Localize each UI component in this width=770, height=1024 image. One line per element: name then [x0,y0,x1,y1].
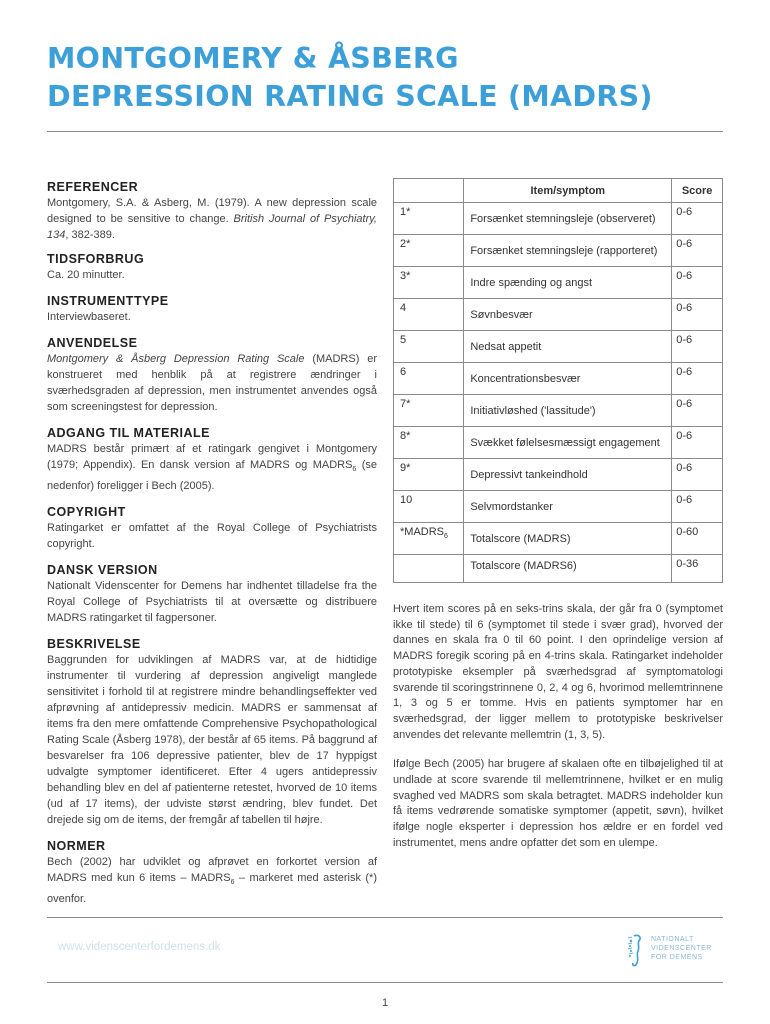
copyright-text: Ratingarket er omfattet af the Royal College of Psychiatrists copyright. [47,522,377,551]
referencer-heading: REFERENCER [47,180,139,194]
item-number: 1* [394,203,464,235]
table-row [394,523,723,555]
item-number: 9* [394,459,464,491]
item-symptom: Koncentrationsbesvær [464,363,672,395]
logo-text [651,935,712,962]
videnscenter-logo [625,932,725,972]
logo-line-1: NATIONALT [651,936,694,943]
table-row [394,459,723,491]
item-number: 4 [394,299,464,331]
normer-text: Bech (2002) har udviklet og afprøvet en forkortet version af MADRS med kun 6 items – $MADRS_6$ – markeret med asterisk (*) ovenfor. [47,856,377,906]
item-number: 7* [394,395,464,427]
item-number: 5 [394,331,464,363]
referencer-text: Montgomery, S.A. & Asberg, M. (1979). A new depression scale designed to be sensitive to change. British Journal of Psychiatry, 134, 382-389. [47,197,377,241]
tidsforbrug-text: Ca. 20 minutter. [47,269,125,281]
table-row [394,331,723,363]
anvendelse-text: Montgomery & Åsberg Depression Rating Scale (MADRS) er konstrueret med henblik på at registrere ændringer i sværhedsgraden af depression, men instrumentet anvendes også som screeningstest for depression. [47,353,377,413]
table-row [394,299,723,331]
item-symptom: Selvmordstanker [464,491,672,523]
anvendelse-heading: ANVENDELSE [47,336,138,350]
item-number: 6 [394,363,464,395]
item-score: 0-6 [672,267,723,299]
item-number: $*MADRS_6$ [394,523,464,555]
item-score: 0-6 [672,203,723,235]
item-symptom: Søvnbesvær [464,299,672,331]
page-number: 1 [381,997,389,1009]
table-row [394,267,723,299]
page-title-line-1: MONTGOMERY & ÅSBERG [47,42,459,75]
bottom-divider [47,917,723,918]
table-row [394,203,723,235]
right-column-text [393,602,723,866]
item-score: 0-6 [672,363,723,395]
table-row [394,427,723,459]
item-symptom: Forsænket stemningsleje (observeret) [464,203,672,235]
item-symptom: Nedsat appetit [464,331,672,363]
item-symptom: Totalscore (MADRS) [464,523,672,555]
item-score: 0-6 [672,395,723,427]
item-number: 8* [394,427,464,459]
item-score: 0-6 [672,427,723,459]
item-symptom: Totalscore (MADRS6) [464,555,672,583]
table-row [394,363,723,395]
page-title [47,40,747,116]
item-symptom: Svækket følelsesmæssigt engagement [464,427,672,459]
page-title-line-2: DEPRESSION RATING SCALE (MADRS) [47,80,653,113]
table-row [394,555,723,583]
dansk-version-heading: DANSK VERSION [47,563,158,578]
item-symptom: Initiativløshed ('lassitude') [464,395,672,427]
table-row [394,491,723,523]
item-score: 0-6 [672,491,723,523]
header-symptom: Item/symptom [464,179,672,203]
item-number: 10 [394,491,464,523]
header-score: Score [672,179,723,203]
copyright-heading: COPYRIGHT [47,505,126,520]
item-number: 3* [394,267,464,299]
adgang-text: MADRS består primært af et ratingark gengivet i Montgomery (1979; Appendix). En dansk version af MADRS og $MADRS_6$ (se nedenfor) foreligger i Bech (2005). [47,443,377,493]
item-score: 0-60 [672,523,723,555]
item-number [394,555,464,583]
normer-heading: NORMER [47,839,106,854]
header-num [394,179,464,203]
item-symptom: Depressivt tankeindhold [464,459,672,491]
item-symptom: Forsænket stemningsleje (rapporteret) [464,235,672,267]
left-column [47,179,377,915]
logo-line-2: VIDENSCENTER [651,945,712,952]
item-score: 0-36 [672,555,723,583]
item-score: 0-6 [672,459,723,491]
seahorse-logo-icon [625,932,647,972]
instrumenttype-text: Interviewbaseret. [47,311,131,323]
footer-divider [47,982,723,983]
table-header-row [394,179,723,203]
item-score: 0-6 [672,299,723,331]
scoring-paragraph: Hvert item scores på en seks-trins skala, der går fra 0 (symptomet ikke til stede) til 6 (symptomet til stede i svær grad), hvorved der dannes en skala fra 0 til 60 point. I den oprindelige version af MADRS foregik scoring på en 4-trins skala. Ratingarket indeholder prototypiske eksempler på sværhedsgrad af symptomatologi svarende til scoringstrinnene 0, 2, 4 og 6, hvorimod mellemtrinnene 1, 3 og 5 er tomme. Hvis en patients symptomer har en sværhedsgrad, der ligger mellem to prototypiske beskrivelser anvendes det relevante mellemtrin (1, 3, 5). [393,603,723,741]
table-row [394,395,723,427]
adgang-heading: ADGANG TIL MATERIALE [47,426,211,440]
table-row [394,235,723,267]
dansk-version-text: Nationalt Videnscenter for Demens har indhentet tilladelse fra the Royal College of Psychiatrists til at oversætte og distribuere MADRS ratingarket til fagpersoner. [47,580,377,625]
beskrivelse-text: Baggrunden for udviklingen af MADRS var, at de hidtidige instrumenter til vurdering af depression angiveligt manglede sensitivitet i forhold til at registrere mindre behandlingseffekter ved afprøvning af antidepressiv medicin. MADRS er sammensat af items fra den mere omfattende Comprehensive Psychopathological Rating Scale (Åsberg 1978), der består af 65 items. På baggrund af besvarelser fra 106 depressive patienter, blev de 17 hyppigst udvalgte symptomer identificeret. Efter 4 ugers antidepressiv behandling blev en del af patienterne retestet, hvorved de 10 items (ud af 17 items), der udviste størst ændring, blev fundet. Det drejede sig om de items, der fremgår af tabellen til højre. [47,654,377,827]
logo-line-3: FOR DEMENS [651,954,703,961]
instrumenttype-heading: INSTRUMENTTYPE [47,294,169,308]
beskrivelse-heading: BESKRIVELSE [47,637,141,652]
madrs-items-table [393,178,723,583]
tidsforbrug-heading: TIDSFORBRUG [47,252,145,266]
item-score: 0-6 [672,235,723,267]
bech-paragraph: Ifølge Bech (2005) har brugere af skalaen ofte en tilbøjelighed til at undlade at score svarende til mellemtrinnene, hvilket er en mulig svaghed ved MADRS som skala betragtet. MADRS indeholder kun få items vedrørende somatiske symptomer (appetit, søvn), hvilket ifølge nogle eksperter i depression hos ældre er en fordel ved instrumentet, mens andre opfatter det som en ulempe. [393,758,723,849]
item-number: 2* [394,235,464,267]
footer-url[interactable]: www.videnscenterfordemens.dk [58,941,221,953]
item-symptom: Indre spænding og angst [464,267,672,299]
top-divider [47,131,723,132]
item-score: 0-6 [672,331,723,363]
